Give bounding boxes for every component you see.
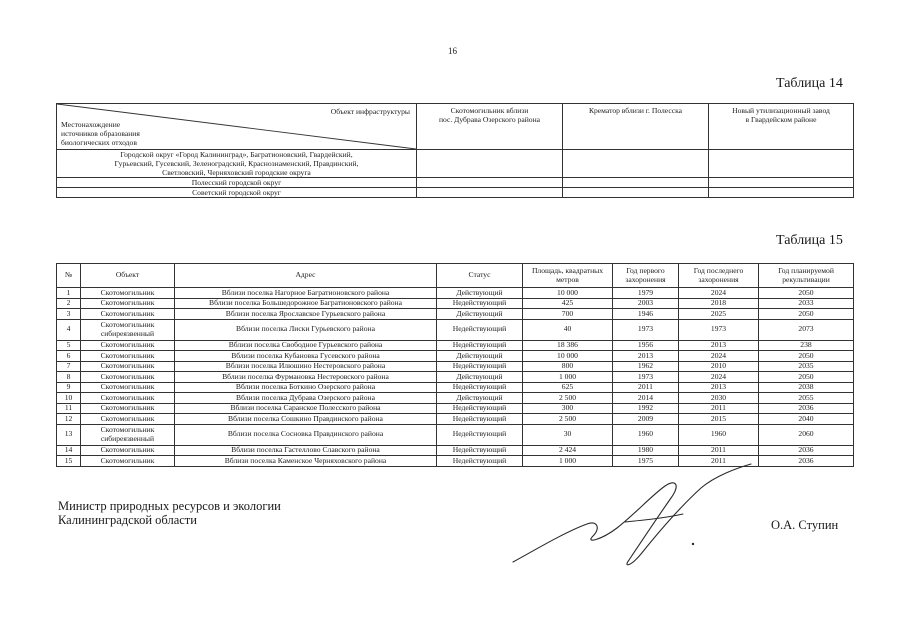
header-last-burial: Год последнего захоронения (679, 264, 759, 288)
table-15-body (57, 288, 854, 467)
status-cell: Недействующий (437, 424, 523, 445)
row-number: 1 (57, 288, 81, 299)
status-cell: Действующий (437, 309, 523, 320)
row-number: 7 (57, 361, 81, 372)
reclamation-cell: 2055 (759, 393, 854, 404)
area-cell: 800 (523, 361, 613, 372)
last-burial-cell: 2011 (679, 456, 759, 467)
territory-cell: Полесский городской округ (57, 178, 417, 188)
area-cell: 18 386 (523, 340, 613, 351)
table-row (57, 414, 854, 425)
row-number: 12 (57, 414, 81, 425)
address-cell: Вблизи поселка Боткино Озерского района (175, 382, 437, 393)
table-row (57, 393, 854, 404)
last-burial-cell: 2018 (679, 298, 759, 309)
area-cell: 2 424 (523, 445, 613, 456)
address-cell: Вблизи поселка Саранское Полесского района (175, 403, 437, 414)
first-burial-cell: 2011 (613, 382, 679, 393)
table-row (57, 309, 854, 320)
area-cell: 625 (523, 382, 613, 393)
object-cell: Скотомогильник (81, 309, 175, 320)
header-reclamation: Год планируемой рекультивации (759, 264, 854, 288)
object-cell: Скотомогильник сибиреязвенный (81, 319, 175, 340)
last-burial-cell: 2013 (679, 382, 759, 393)
object-cell: Скотомогильник (81, 351, 175, 362)
first-burial-cell: 2014 (613, 393, 679, 404)
last-burial-cell: 1973 (679, 319, 759, 340)
reclamation-cell: 2050 (759, 288, 854, 299)
status-cell: Недействующий (437, 382, 523, 393)
table-15-header-row (57, 264, 854, 288)
area-cell: 300 (523, 403, 613, 414)
area-cell: 1 000 (523, 372, 613, 383)
row-number: 4 (57, 319, 81, 340)
address-cell: Вблизи поселка Лиски Гурьевского района (175, 319, 437, 340)
status-cell: Действующий (437, 288, 523, 299)
table-row (57, 319, 854, 340)
first-burial-cell: 1973 (613, 372, 679, 383)
table-row (57, 351, 854, 362)
territory-cell: Советский городской округ (57, 188, 417, 198)
table-row (57, 445, 854, 456)
area-cell: 10 000 (523, 351, 613, 362)
row-number: 9 (57, 382, 81, 393)
first-burial-cell: 2013 (613, 351, 679, 362)
last-burial-cell: 2011 (679, 403, 759, 414)
address-cell: Вблизи поселка Сосновка Правдинского района (175, 424, 437, 445)
reclamation-cell: 2050 (759, 309, 854, 320)
reclamation-cell: 2035 (759, 361, 854, 372)
area-cell: 2 500 (523, 414, 613, 425)
object-cell: Скотомогильник (81, 414, 175, 425)
status-cell: Недействующий (437, 361, 523, 372)
location-header: Местонахождение источников образования биологических отходов (61, 120, 140, 147)
last-burial-cell: 2024 (679, 351, 759, 362)
table-row (57, 150, 854, 178)
row-number: 8 (57, 372, 81, 383)
reclamation-cell: 2036 (759, 456, 854, 467)
object-cell: Скотомогильник (81, 403, 175, 414)
last-burial-cell: 2011 (679, 445, 759, 456)
address-cell: Вблизи поселка Нагорное Багратионовского района (175, 288, 437, 299)
first-burial-cell: 1956 (613, 340, 679, 351)
table-15-caption: Таблица 15 (776, 233, 843, 248)
address-cell: Вблизи поселка Сошкино Правдинского района (175, 414, 437, 425)
status-cell: Недействующий (437, 319, 523, 340)
first-burial-cell: 1992 (613, 403, 679, 414)
last-burial-cell: 2024 (679, 288, 759, 299)
address-cell: Вблизи поселка Илюшино Нестеровского района (175, 361, 437, 372)
header-address: Адрес (175, 264, 437, 288)
status-cell: Недействующий (437, 340, 523, 351)
object-cell: Скотомогильник (81, 298, 175, 309)
first-burial-cell: 1960 (613, 424, 679, 445)
first-burial-cell: 1975 (613, 456, 679, 467)
header-area: Площадь, квадратных метров (523, 264, 613, 288)
handwritten-signature (505, 462, 755, 572)
area-cell: 10 000 (523, 288, 613, 299)
last-burial-cell: 2013 (679, 340, 759, 351)
reclamation-cell: 2050 (759, 351, 854, 362)
table-row (57, 298, 854, 309)
status-cell: Недействующий (437, 445, 523, 456)
column-header-crematorium-polessk: Крематор вблизи г. Полесска (563, 104, 709, 150)
object-cell: Скотомогильник (81, 445, 175, 456)
last-burial-cell: 2024 (679, 372, 759, 383)
minister-title-line1: Министр природных ресурсов и экологии (58, 499, 281, 513)
row-number: 3 (57, 309, 81, 320)
address-cell: Вблизи поселка Свободное Гурьевского района (175, 340, 437, 351)
header-number: № (57, 264, 81, 288)
object-cell: Скотомогильник (81, 382, 175, 393)
header-first-burial: Год первого захоронения (613, 264, 679, 288)
column-header-new-plant: Новый утилизационный завод в Гвардейском районе (709, 104, 854, 150)
status-cell: Действующий (437, 393, 523, 404)
reclamation-cell: 2038 (759, 382, 854, 393)
table-row (57, 178, 854, 188)
object-cell: Скотомогильник (81, 372, 175, 383)
last-burial-cell: 2010 (679, 361, 759, 372)
area-cell: 2 500 (523, 393, 613, 404)
first-burial-cell: 1980 (613, 445, 679, 456)
first-burial-cell: 1973 (613, 319, 679, 340)
last-burial-cell: 1960 (679, 424, 759, 445)
first-burial-cell: 2009 (613, 414, 679, 425)
first-burial-cell: 2003 (613, 298, 679, 309)
row-number: 2 (57, 298, 81, 309)
territory-cell: Городской округ «Город Калининград», Багратионовский, Гвардейский, Гурьевский, Гусевский, Зеленоградский, Краснознаменский, Правдинский, Светловский, Черняховский городские округа (57, 150, 417, 178)
row-number: 14 (57, 445, 81, 456)
page-number: 16 (448, 46, 457, 56)
object-cell: Скотомогильник сибиреязвенный (81, 424, 175, 445)
row-number: 13 (57, 424, 81, 445)
row-number: 11 (57, 403, 81, 414)
table-14-caption: Таблица 14 (776, 76, 843, 91)
status-cell: Действующий (437, 351, 523, 362)
reclamation-cell: 2033 (759, 298, 854, 309)
header-object: Объект (81, 264, 175, 288)
status-cell: Недействующий (437, 298, 523, 309)
minister-title-line2: Калининградской области (58, 513, 197, 527)
table-row (57, 188, 854, 198)
table-row (57, 361, 854, 372)
area-cell: 1 000 (523, 456, 613, 467)
table-row (57, 403, 854, 414)
reclamation-cell: 2060 (759, 424, 854, 445)
reclamation-cell: 238 (759, 340, 854, 351)
row-number: 15 (57, 456, 81, 467)
status-cell: Недействующий (437, 456, 523, 467)
status-cell: Недействующий (437, 403, 523, 414)
reclamation-cell: 2036 (759, 445, 854, 456)
object-cell: Скотомогильник (81, 393, 175, 404)
table-14-corner-cell (57, 104, 417, 150)
status-cell: Действующий (437, 372, 523, 383)
address-cell: Вблизи поселка Фурмановка Нестеровского района (175, 372, 437, 383)
last-burial-cell: 2030 (679, 393, 759, 404)
object-cell: Скотомогильник (81, 288, 175, 299)
address-cell: Вблизи поселка Ярославское Гурьевского района (175, 309, 437, 320)
status-cell: Недействующий (437, 414, 523, 425)
reclamation-cell: 2036 (759, 403, 854, 414)
first-burial-cell: 1979 (613, 288, 679, 299)
table-14 (56, 103, 854, 198)
table-row (57, 382, 854, 393)
object-cell: Скотомогильник (81, 456, 175, 467)
area-cell: 425 (523, 298, 613, 309)
signer-name: О.А. Ступин (771, 518, 839, 532)
first-burial-cell: 1946 (613, 309, 679, 320)
address-cell: Вблизи поселка Каменское Черняховского района (175, 456, 437, 467)
address-cell: Вблизи поселка Дубрава Озерского района (175, 393, 437, 404)
infrastructure-header: Объект инфраструктуры (330, 107, 410, 116)
last-burial-cell: 2025 (679, 309, 759, 320)
column-header-burial-dubrava: Скотомогильник вблизи пос. Дубрава Озерского района (417, 104, 563, 150)
area-cell: 700 (523, 309, 613, 320)
table-row (57, 340, 854, 351)
last-burial-cell: 2015 (679, 414, 759, 425)
table-row (57, 424, 854, 445)
address-cell: Вблизи поселка Кубановка Гусевского района (175, 351, 437, 362)
object-cell: Скотомогильник (81, 361, 175, 372)
table-15 (56, 263, 854, 467)
address-cell: Вблизи поселка Гастеллово Славского района (175, 445, 437, 456)
area-cell: 30 (523, 424, 613, 445)
address-cell: Вблизи поселка Большедорожное Багратионовского района (175, 298, 437, 309)
row-number: 6 (57, 351, 81, 362)
object-cell: Скотомогильник (81, 340, 175, 351)
header-status: Статус (437, 264, 523, 288)
reclamation-cell: 2040 (759, 414, 854, 425)
reclamation-cell: 2073 (759, 319, 854, 340)
row-number: 10 (57, 393, 81, 404)
row-number: 5 (57, 340, 81, 351)
first-burial-cell: 1962 (613, 361, 679, 372)
table-row (57, 372, 854, 383)
reclamation-cell: 2050 (759, 372, 854, 383)
area-cell: 40 (523, 319, 613, 340)
table-row (57, 288, 854, 299)
